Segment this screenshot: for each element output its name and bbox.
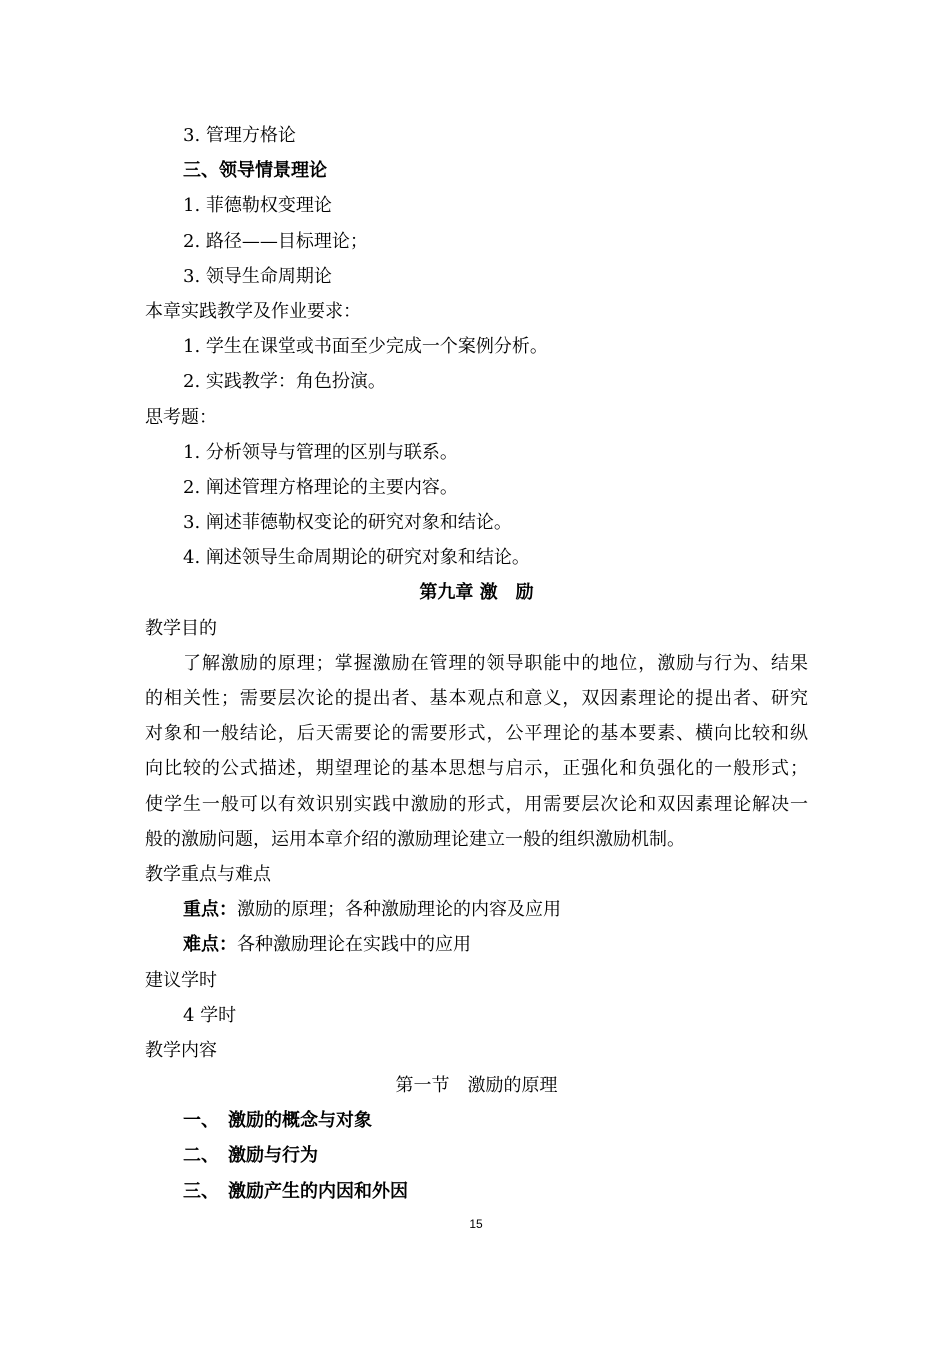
practice-item: 2. 实践教学：角色扮演。 (183, 371, 386, 393)
question-item: 2. 阐述管理方格理论的主要内容。 (183, 476, 458, 498)
page-number: 15 (469, 1217, 483, 1231)
objective-paragraph-line: 向比较的公式描述，期望理论的基本思想与启示，正强化和负强化的一般形式； (145, 758, 808, 780)
question-item: 4. 阐述领导生命周期论的研究对象和结论。 (183, 547, 530, 569)
hours-heading: 建议学时 (145, 969, 217, 991)
content-item: 二、 激励与行为 (183, 1145, 318, 1167)
key-point-label: 重点： (183, 899, 237, 921)
question-item: 3. 阐述菲德勒权变论的研究对象和结论。 (183, 512, 512, 534)
practice-item: 1. 学生在课堂或书面至少完成一个案例分析。 (183, 336, 548, 358)
objective-paragraph-line: 使学生一般可以有效识别实践中激励的形式，用需要层次论和双因素理论解决一 (145, 793, 808, 815)
situational-item: 2. 路径——目标理论； (183, 230, 368, 252)
difficulty-line (145, 927, 808, 962)
content-item: 三、 激励产生的内因和外因 (183, 1180, 408, 1202)
question-item: 1. 分析领导与管理的区别与联系。 (183, 441, 458, 463)
chapter-title: 第九章 激 励 (419, 582, 534, 604)
hours-value: 4 学时 (183, 1004, 237, 1026)
practice-heading: 本章实践教学及作业要求： (145, 300, 361, 322)
content-item: 一、 激励的概念与对象 (183, 1110, 372, 1132)
objective-paragraph-line: 对象和一般结论，后天需要论的需要形式，公平理论的基本要素、横向比较和纵 (145, 723, 808, 745)
leadership-item-grid: 3. 管理方格论 (183, 125, 296, 146)
objective-heading: 教学目的 (145, 617, 217, 639)
section-title: 第一节 激励的原理 (395, 1075, 558, 1097)
page-body (145, 118, 808, 1209)
objective-paragraph-line: 了解激励的原理；掌握激励在管理的领导职能中的地位，激励与行为、结果 (183, 652, 808, 674)
situational-theory-heading: 三、领导情景理论 (183, 160, 327, 182)
objective-paragraph-line: 般的激励问题，运用本章介绍的激励理论建立一般的组织激励机制。 (145, 828, 685, 850)
key-point-line (145, 892, 808, 927)
difficulty-label: 难点： (183, 934, 237, 956)
key-point-text: 激励的原理；各种激励理论的内容及应用 (237, 899, 561, 921)
difficulty-text: 各种激励理论在实践中的应用 (237, 934, 471, 956)
content-heading: 教学内容 (145, 1039, 217, 1061)
focus-heading: 教学重点与难点 (145, 863, 271, 885)
situational-item: 3. 领导生命周期论 (183, 265, 332, 287)
situational-item: 1. 菲德勒权变理论 (183, 195, 332, 217)
objective-paragraph-line: 的相关性；需要层次论的提出者、基本观点和意义，双因素理论的提出者、研究 (145, 688, 808, 709)
questions-heading: 思考题： (145, 406, 217, 428)
